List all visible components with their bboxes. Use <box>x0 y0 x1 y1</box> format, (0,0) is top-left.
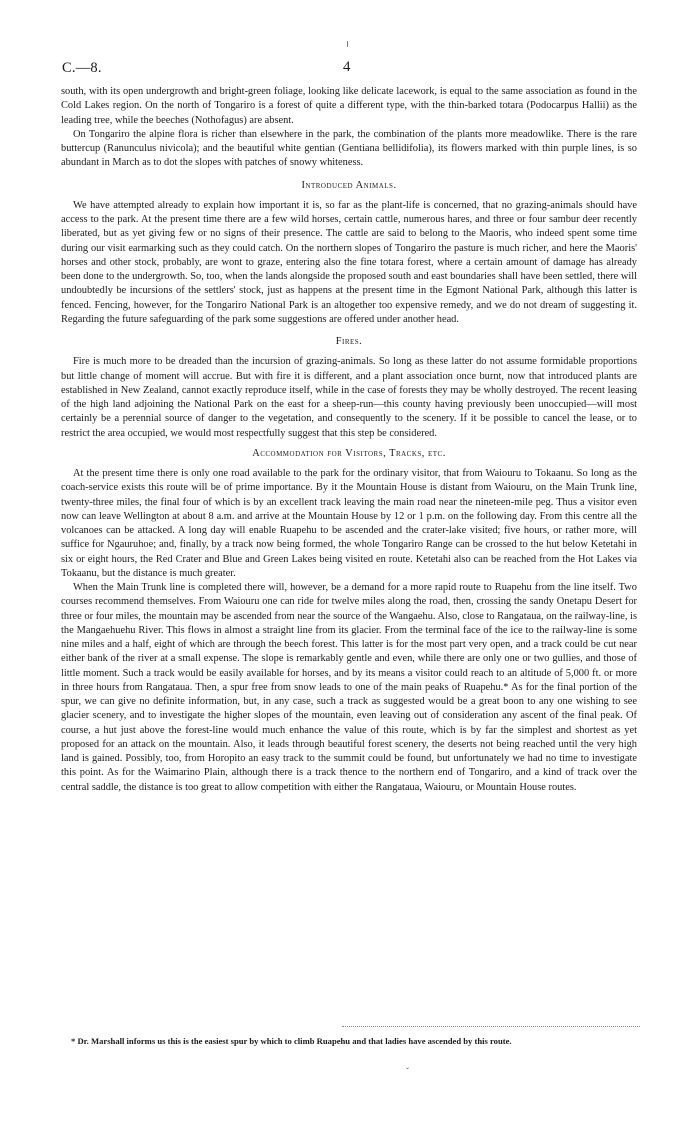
paragraph: We have attempted already to explain how important it is, so far as the plant-life is concerned, that no grazing-animals should have access to the park. At the present time there are a few wild horses, certain cattle, numerous hares, and three or four sambur deer recently liberated, but as yet giving few or no signs of their presence. The cattle are said to belong to the Maoris, who indeed spent some time during our visit earmarking such as they could catch. On the northern slopes of Tongariro the pasture is much richer, and here the Maoris' horses and other stock, probably, are wont to graze, entering also the fine totara forest, where a certain amount of damage has already been done to the undergrowth. So, too, when the lands alongside the proposed south and east boundaries shall have been settled, there will undoubtedly be incursions of the settlers' stock, just as happens at the present time in the Egmont National Park, although this latter is fenced. Fencing, however, for the Tongariro National Park is an altogether too expensive remedy, and we do not dream of suggesting it. Regarding the future safeguarding of the park some suggestions are offered under another head. <box>61 199 637 325</box>
report-code: C.—8. <box>62 60 102 76</box>
body-text <box>61 85 637 795</box>
paragraph: Fire is much more to be dreaded than the incursion of grazing-animals. So long as these latter do not assume formidable proportions but little change of moment will accrue. But with fire it is different, and a plant association once burnt, now that introduced plants are established in New Zealand, cannot exactly reproduce itself, while in the case of forests they may be wholly destroyed. The recent leasing of the high land adjoining the National Park on the east for a sheep-run—this county having previously been unoccupied—will most certainly be a perennial source of danger to the vegetation, and consequently to the scenery. If it be possible to cancel the lease, or to restrict the area occupied, we would most respectfully suggest that this step be considered. <box>61 356 637 439</box>
paragraph: When the Main Trunk line is completed there will, however, be a demand for a more rapid route to Ruapehu from the line itself. Two courses recommend themselves. From Waiouru one can ride for twelve miles along the road, then, crossing the sandy Onetapu Desert for three or four miles, the mountain may be ascended from near the source of the Wangaehu. Also, close to Rangataua, on the railway-line, is the Mangaehuehu River. This flows in almost a straight line from its glacier. From the terminal face of the ice to the railway-line is some nine miles and a half, eight of which are through the beech forest. This latter is for the most part very open, and a track could be cut near either bank of the river at a small expense. The slope is remarkably gentle and even, while there are only one or two gullies, and those of little moment. Such a track would be easily available for horses, and by its means a visitor could reach to an altitude of 5,000 ft. or more in three hours from Rangataua. Then, a spur free from snow leads to one of the main peaks of Ruapehu.* As for the final portion of the spur, we can give no definite information, but, in any case, such a track as suggested would be a great boon to any one wishing to see glacier scenery, and to investigate the higher slopes of the mountain, even leaving out of consideration any ascent of the final peak. Of course, a hut just above the forest-line would much enhance the value of this route, which is by far the simplest and shortest as yet proposed for an attack on the mountain. Also, it leads through beautiful forest scenery, the deserts not being reached until the very high land is gained. Possibly, too, from Horopito an easy track to the summit could be found, but unfortunately we had no time to investigate this point. As for the Waimarino Plain, although there is a track thence to the northern end of Tongariro, and a kind of track over the central saddle, the distance is too great to allow competition with either the Rangataua, Waiouru, or Mountain House routes. <box>61 582 637 793</box>
section-heading-accommodation: Accommodation for Visitors, Tracks, etc. <box>252 447 446 459</box>
paragraph: south, with its open undergrowth and bright-green foliage, looking like delicate lacework, is equal to the same association as found in the Cold Lakes region. On the north of Tongariro is a forest of quite a different type, with the thin-barked totara (Podocarpus Hallii) as the leading tree, while the beeches (Nothofagus) are absent. <box>61 86 637 126</box>
section-heading-fires: Fires. <box>335 336 363 347</box>
stray-mark: ˇ <box>406 1066 409 1076</box>
section-heading-introduced-animals: Introduced Animals. <box>301 179 397 191</box>
paragraph: On Tongariro the alpine flora is richer than elsewhere in the park, the combination of the plants more meadowlike. There is the rare buttercup (Ranunculus nivicola); and the beautiful white gentian (Gentiana bellidifolia), its flowers marked with thin purple lines, is so abundant in March as to dot the slopes with patches of snowy whiteness. <box>61 128 637 169</box>
footnote <box>61 1036 637 1047</box>
footnote-rule <box>342 1026 640 1027</box>
page-number: 4 <box>343 59 351 75</box>
paragraph: At the present time there is only one road available to the park for the ordinary visitor, that from Waiouru to Tokaanu. So long as the coach-service exists this route will be of prime importance. By it the Mountain House is distant from Waiouru, on the Main Trunk line, twenty-three miles, the final four of which is by an excellent track leaving the main road near the nineteen-mile peg. Thus a visitor even now can leave Wellington at about 8 a.m. and arrive at the Mountain House by 12 or 1 p.m. on the following day. From this centre all the volcanoes can be attacked. A long day will enable Ruapehu to be ascended and the crater-lake visited; five hours, or rather more, will suffice for Ngauruhoe; and, finally, by a track now being formed, the whole Tongariro Range can be crossed to the hut below Ketetahi in six or eight hours, the Red Crater and Blue and Green Lakes being visited en route. Ketetahi also can be reached from the Hot Lakes via Tokaanu, but the distance is much greater. <box>61 468 637 579</box>
margin-tick <box>347 41 348 47</box>
footnote-text: * Dr. Marshall informs us this is the easiest spur by which to climb Ruapehu and that ladies have ascended by this route. <box>71 1036 512 1046</box>
